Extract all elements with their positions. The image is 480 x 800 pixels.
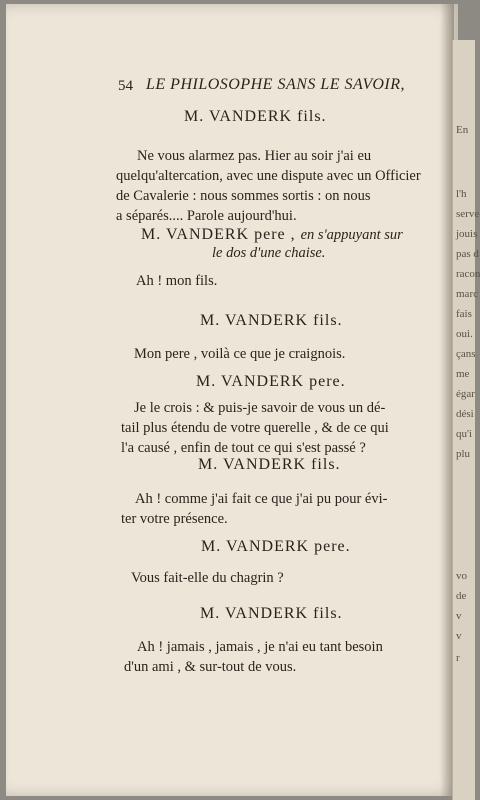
speaker-heading: M. VANDERK pere. (201, 538, 351, 555)
dialogue-paragraph (124, 637, 426, 677)
text-line: Vous fait-elle du chagrin ? (131, 570, 284, 586)
text-line: Ah ! comme j'ai fait ce que j'ai pu pour évi- (135, 491, 388, 507)
facing-page-fragment: de (456, 590, 467, 602)
text-line: quelqu'altercation, avec une dispute avec un Officier (116, 168, 421, 184)
facing-page-fragment: égar (456, 388, 475, 400)
speaker-heading: M. VANDERK fils. (200, 605, 343, 622)
text-line: Ah ! jamais , jamais , je n'ai eu tant besoin (137, 639, 383, 655)
facing-page-fragment: jouis (456, 228, 478, 240)
facing-page-fragment: v (456, 630, 462, 642)
speaker-heading (141, 226, 403, 244)
text-line: Ne vous alarmez pas. Hier au soir j'ai eu (137, 148, 372, 164)
text-line: Ah ! mon fils. (136, 273, 218, 289)
facing-page-fragment: marc (456, 288, 478, 300)
stage-direction: en s'appuyant sur (300, 227, 403, 243)
dialogue-paragraph (116, 146, 426, 226)
text-line: tail plus étendu de votre querelle , & de ce qui (121, 420, 389, 436)
text-line: a séparés.... Parole aujourd'hui. (116, 208, 297, 224)
dialogue-paragraph (136, 271, 217, 291)
speaker-heading: M. VANDERK fils. (198, 456, 341, 473)
text-line: Mon pere , voilà ce que je craignois. (134, 346, 346, 362)
dialogue-paragraph (121, 398, 426, 458)
facing-page-fragment: me (456, 368, 470, 380)
text-line: d'un ami , & sur-tout de vous. (124, 659, 297, 675)
facing-page-fragment: En (456, 124, 469, 136)
speaker-heading: M. VANDERK fils. (200, 312, 343, 329)
facing-page-fragment: v (456, 610, 462, 622)
speaker-name: M. VANDERK pere , (141, 226, 296, 243)
facing-page-fragment: qu'i (456, 428, 473, 440)
facing-page-fragment: vo (456, 570, 467, 582)
facing-page-fragment: oui. (456, 328, 473, 340)
speaker-heading: M. VANDERK pere. (196, 373, 346, 390)
text-line: l'a causé , enfin de tout ce qui s'est passé ? (121, 440, 366, 456)
facing-page-fragment: l'h (456, 188, 467, 200)
facing-page-edge (452, 40, 480, 800)
facing-page-fragment: racon (456, 268, 480, 280)
stage-direction: le dos d'une chaise. (212, 245, 326, 261)
dialogue-paragraph (134, 344, 345, 364)
facing-page-fragment: serve (456, 208, 480, 220)
dialogue-paragraph (121, 489, 426, 529)
facing-page-fragment: dési (456, 408, 474, 420)
facing-page-fragment: r (456, 652, 460, 664)
speaker-heading: M. VANDERK fils. (184, 108, 327, 125)
text-line: ter votre présence. (121, 511, 228, 527)
text-line: de Cavalerie : nous sommes sortis : on nous (116, 188, 371, 204)
facing-page-fragment: çans (456, 348, 476, 360)
text-line: Je le crois : & puis-je savoir de vous un dé- (134, 400, 386, 416)
running-title: LE PHILOSOPHE SANS LE SAVOIR, (146, 76, 405, 93)
dialogue-paragraph (131, 568, 284, 588)
facing-page-fragment: pas d (456, 248, 479, 260)
stage-direction-continued (212, 244, 325, 262)
facing-page-fragment: plu (456, 448, 471, 460)
facing-page-fragment: fais (456, 308, 472, 320)
page-number: 54 (118, 78, 133, 94)
